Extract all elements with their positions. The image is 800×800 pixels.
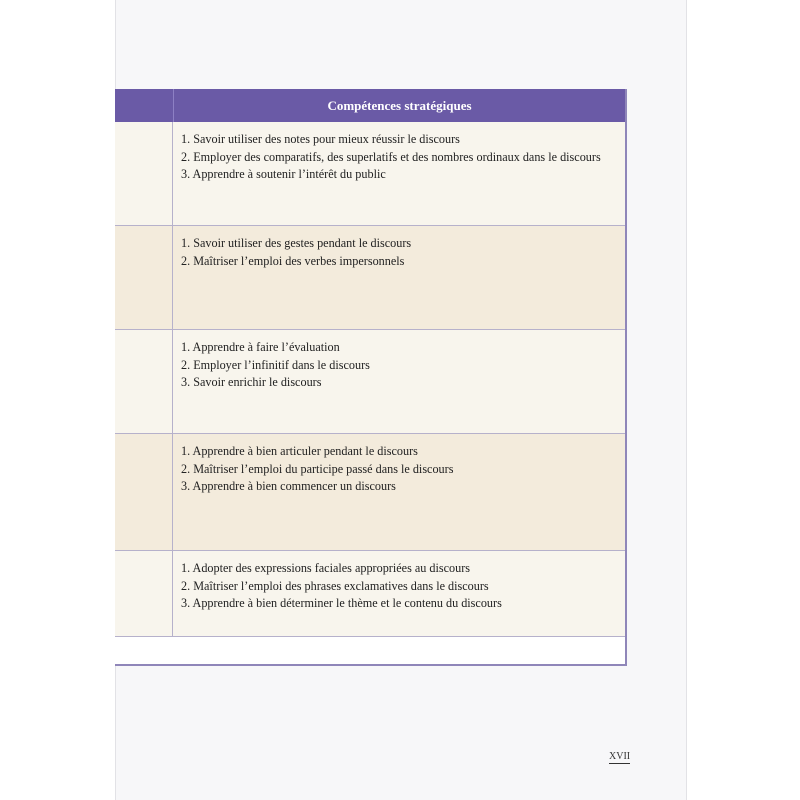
row-content [181, 131, 621, 184]
left-cell [115, 551, 173, 636]
row-content [181, 339, 621, 392]
competences-table [115, 89, 627, 666]
list-item: 2. Employer des comparatifs, des superlatifs et des nombres ordinaux dans le discours [181, 149, 601, 164]
row-content [181, 443, 621, 496]
list-item: 1. Adopter des expressions faciales appropriées au discours [181, 561, 471, 575]
row-content [181, 235, 621, 270]
list-item: 3. Savoir enrichir le discours [181, 375, 322, 389]
left-cell [115, 122, 173, 225]
list-item: 1. Savoir utiliser des notes pour mieux réussir le discours [181, 132, 460, 146]
list-item: 2. Maîtriser l’emploi des verbes impersonnels [181, 253, 405, 268]
table-row [115, 434, 625, 551]
table-row [115, 122, 625, 226]
list-item: 1. Savoir utiliser des gestes pendant le discours [181, 236, 412, 250]
header-title: Compétences stratégiques [327, 98, 472, 113]
list-item: 3. Apprendre à bien commencer un discours [181, 479, 396, 493]
page-number: XVII [609, 751, 631, 762]
list-item: 1. Apprendre à bien articuler pendant le discours [181, 444, 418, 458]
table-row [115, 330, 625, 434]
list-item: 2. Maîtriser l’emploi des phrases exclamatives dans le discours [181, 578, 489, 593]
left-cell [115, 434, 173, 550]
list-item: 2. Maîtriser l’emploi du participe passé dans le discours [181, 461, 454, 476]
list-item: 2. Employer l’infinitif dans le discours [181, 357, 370, 372]
row-content [181, 560, 621, 613]
table-body [115, 122, 625, 637]
list-item: 3. Apprendre à bien déterminer le thème et le contenu du discours [181, 596, 502, 610]
list-item: 1. Apprendre à faire l’évaluation [181, 340, 340, 354]
table-row [115, 551, 625, 637]
list-item: 3. Apprendre à soutenir l’intérêt du public [181, 167, 386, 181]
table-row [115, 226, 625, 330]
table-header [115, 89, 625, 122]
left-cell [115, 330, 173, 433]
left-cell [115, 226, 173, 329]
